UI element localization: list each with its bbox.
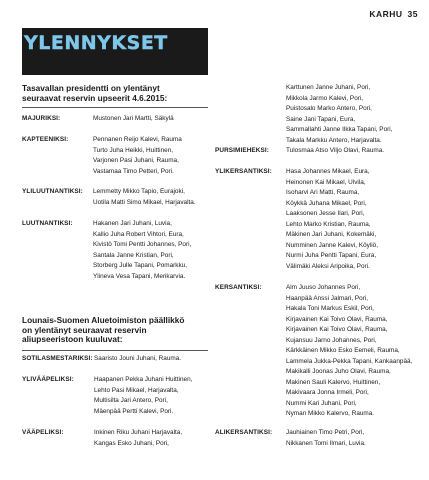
intro-presidential-line: Tasavallan presidentti on ylentänyt	[22, 83, 160, 93]
list-item: Kirjavainen Kai Toivo Olavi, Rauma,	[286, 326, 388, 333]
name-list	[93, 114, 174, 125]
name-list	[94, 375, 192, 417]
intro-regional-line: aliupseeristoon kuuluvat:	[22, 334, 123, 344]
list-item: Tulosmaa Atso Viljo Olavi, Rauma.	[286, 147, 385, 154]
rank-label: VÄÄPELIKSI:	[22, 429, 64, 436]
name-list	[93, 187, 196, 208]
list-item: Uotila Matti Simo Mikael, Harjavalta.	[93, 198, 196, 206]
list-item: Nummi Kari Juhani, Pori,	[286, 399, 357, 407]
list-item: Kallio Juha Robert Vihtori, Eura,	[93, 230, 184, 238]
name-list	[93, 135, 182, 177]
name-list	[286, 428, 366, 449]
intro-regional	[22, 316, 208, 345]
rank-label: KAPTEENIKSI:	[22, 136, 69, 143]
list-item: Laaksonen Jesse Ilari, Pori,	[286, 210, 365, 217]
rank-label: YLIKERSANTIKSI:	[215, 168, 272, 175]
intro-presidential	[22, 84, 208, 103]
rank-label: YLILUUTNANTIKSI:	[22, 188, 83, 195]
list-item: Jauhiainen Timo Petri, Pori,	[286, 429, 365, 436]
list-item: Haapanen Pekka Juhani Huittinen,	[94, 376, 193, 383]
list-item: Vastamaa Timo Petteri, Pori.	[93, 167, 174, 175]
list-item: Inkinen Riku Juhani Harjavalta,	[94, 429, 183, 436]
list-item: Nyman Mikko Kalervo, Rauma.	[286, 410, 375, 417]
rank-label: MAJURIKSI:	[22, 115, 61, 122]
rank-label: KERSANTIKSI:	[215, 284, 262, 291]
list-item: Puistosalo Marko Antero, Pori,	[286, 105, 372, 112]
intro-regional-line: on ylentänyt seuraavat reservin	[22, 324, 147, 335]
list-item: Storberg Julle Tapani, Pomarkku,	[93, 262, 188, 269]
list-item: Lehto Marko Kristian, Rauma,	[286, 220, 371, 228]
list-item: Haanpää Anssi Jalmari, Pori,	[286, 294, 369, 302]
divider	[22, 107, 208, 108]
name-list	[286, 146, 384, 157]
magazine-name: KARHU	[369, 9, 403, 19]
list-item: Hakala Toni Markus Eskil, Pori,	[286, 305, 374, 312]
list-item: Makikalli Joonas Juho Olavi, Rauma,	[286, 368, 391, 375]
rank-label: YLIVÄÄPELIKSI:	[22, 376, 74, 383]
list-item: Alm Juuso Johannes Pori,	[286, 284, 361, 291]
list-item: Kirjavainen Kai Toivo Olavi, Rauma,	[286, 315, 388, 323]
list-item: Nurmi Juha Pentti Tapani, Eura,	[286, 252, 377, 259]
list-item: Karttunen Janne Juhani, Pori,	[286, 84, 371, 91]
list-item: Pennanen Reijo Kalevi, Rauma	[93, 136, 182, 143]
list-item: Numminen Janne Kalevi, Köyliö,	[286, 241, 378, 249]
list-item: Köykkä Juhana Mikael, Pori,	[286, 199, 367, 207]
list-item: Turto Juha Heikki, Huittinen,	[93, 146, 174, 154]
name-list	[94, 428, 182, 449]
section-banner	[22, 28, 208, 72]
list-item: Makinen Sauli Kalervo, Huittinen,	[286, 378, 381, 386]
list-item: Multisilta Jari Antero, Pori,	[94, 397, 168, 404]
page-number: 35	[407, 9, 418, 19]
name-list	[93, 219, 191, 282]
name-list	[286, 283, 412, 420]
list-item: Takala Markku Antero, Harjavalta.	[286, 136, 382, 144]
list-item: Lemmetty Mikko Tapio, Eurajoki,	[93, 188, 185, 195]
rank-label: ALIKERSANTIKSI:	[215, 429, 273, 436]
list-item: Nikkanen Tomi Ilmari, Luvia.	[286, 439, 366, 447]
list-item: Hakanen Jari Juhani, Luvia,	[93, 220, 172, 227]
list-item: Saine Jani Tapani, Eura,	[286, 115, 356, 123]
list-item: Mäenpää Pertti Kalevi, Pori.	[94, 407, 174, 415]
list-item: Santala Janne Kristian, Pori,	[93, 251, 174, 259]
list-item: Mikkola Jarmo Kalevi, Pori,	[286, 94, 364, 102]
list-item: Mäkinen Jari Juhani, Kokemäki,	[286, 231, 377, 238]
list-item: Lehto Pasi Mikael, Harjavalta,	[94, 386, 179, 394]
list-item: Hasa Johannes Mikael, Eura,	[286, 168, 370, 175]
list-item: Mustonen Jari Martti, Säkylä	[93, 115, 174, 122]
list-item: Välimäki Aleksi Aripoika, Pori.	[286, 262, 370, 270]
name-list	[286, 83, 392, 146]
list-item: Isoharvi Ari Matti, Rauma,	[286, 189, 360, 196]
list-item: Kärkkäinen Mikko Esko Eemeli, Rauma,	[286, 347, 400, 354]
list-item: Kivistö Tomi Pentti Johannes, Pori,	[93, 241, 192, 248]
list-item: Kujansuu Jarno Johannes, Pori,	[286, 336, 377, 344]
list-item: Kangas Esko Juhani, Pori,	[94, 439, 169, 447]
list-item: Heinonen Kai Mikael, Ulvila,	[286, 178, 366, 186]
name-list	[94, 354, 181, 365]
list-item: Lammela Jukka-Pekka Tapani, Kankaanpää,	[286, 357, 413, 365]
banner-underline	[22, 72, 208, 75]
divider	[22, 350, 208, 351]
rank-label: PURSIMIEHEKSI:	[215, 147, 269, 154]
rank-label: LUUTNANTIKSI:	[22, 220, 73, 227]
list-item: Saaristo Jouni Juhani, Rauma.	[94, 355, 182, 362]
list-item: Sammallahti Janne Ilkka Tapani, Pori,	[286, 126, 393, 133]
list-item: Varjonen Pasi Juhani, Rauma,	[93, 157, 179, 164]
rank-label: SOTILASMESTARIKSI:	[22, 355, 93, 362]
intro-regional-line: Lounais-Suomen Aluetoimiston päällikkö	[22, 315, 185, 325]
page-header	[369, 9, 418, 19]
list-item: Ylineva Vesa Tapani, Merikarvia.	[93, 272, 186, 280]
intro-presidential-line: seuraavat reservin upseerit 4.6.2015:	[22, 92, 168, 103]
name-list	[286, 167, 378, 272]
list-item: Makivaara Jonna Irmeli, Pori,	[286, 389, 369, 396]
section-title: YLENNYKSET	[24, 32, 168, 54]
